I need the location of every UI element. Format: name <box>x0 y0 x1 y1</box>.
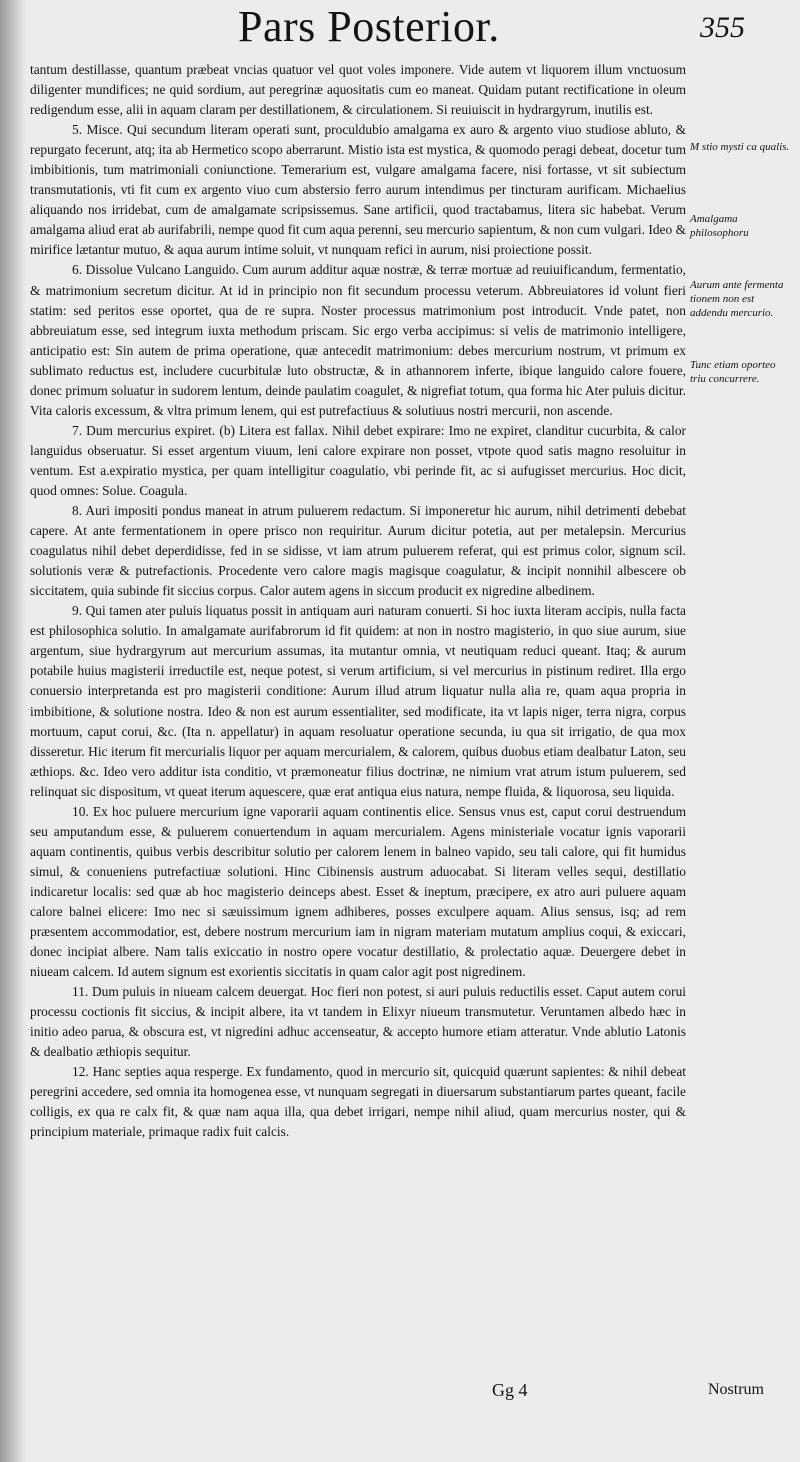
margin-note: M stio mysti ca qualis. <box>690 141 790 153</box>
catchword: Nostrum <box>708 1381 764 1398</box>
main-text <box>30 60 686 1143</box>
page-footer <box>0 1370 800 1410</box>
paragraph-6: 6. Dissolue Vulcano Languido. Cum aurum additur aquæ nostræ, & terræ mortuæ ad reuiuificandum, fermentatio, & matrimonium secretum dicitur. At id in principio non fit secundum processu veterum. Abbreuiatores id volunt fieri statim: sed peritos esse oportet, qua de re supra. Noster processus matrimonium post introducit. Vnde patet, non abbreuiatum esse, sed integrum iuxta methodum priscam. Sic ergo verba accipimus: si velis de matrimonio intelligere, anticipatio est: Sin autem de prima operatione, quæ antecedit matrimonium: debes mercurium nostrum, vt primum ex sublimato reductus est, includere cucurbitulæ luto obstructæ, & in athannorem inferte, ibique languido calore fouere, donec primum soluatur in sudorem lentum, deinde paulatim coagulet, & nigrefiat totum, qua forma hic Ater puluis dicitur. Vita caloris excessum, & vltra primum lenem, qui est putrefactiuus & solutiuus nostri mercurii, non ascende. <box>30 262 686 418</box>
signature-mark: Gg 4 <box>492 1380 528 1400</box>
paragraph-5: 5. Misce. Qui secundum literam operati sunt, proculdubio amalgama ex auro & argento viuo studiose abluto, & repurgato fecerunt, atq; ita ab Hermetico scopo aberrarunt. Mistio ista est mystica, & quomodo peragi debeat, docetur tum imbibitionis, tum matrimoniali coniunctione. Temerarium est, vulgare amalgama facere, nisi fortasse, vt sit subiectum transmutationis, vti fit cum ex argento viuo cum abstersio ferro aurum intendimus per tincturam aurificam. Michaelius aliquando nos irridebat, cum de amalgamate scripsissemus. Sane artificii, quod tractabamus, litera sic habebat. Verum amalgama aliud erat ab aurifabrili, nempe quod fit cum aqua perenni, seu mercurio sapientum, & non cum vulgari. Ideo & mirifice lætantur mutuo, & aqua aurum intime soluit, vt nunquam refici in aurum, nisi proiectione possit. <box>30 122 686 258</box>
margin-note: Tunc etiam oporteo triu concurrere. <box>690 359 776 385</box>
paragraph-12: 12. Hanc septies aqua resperge. Ex fundamento, quod in mercurio sit, quicquid quærunt sapientes: & nihil debeat peregrini accedere, sed omnia ita homogenea esse, vt nunquam segregati in diuersarum substantiarum partes queant, facile colligis, ex qua re calx fit, & quæ nam aqua illa, qua debet irrigari, nempe nihil aliud, quam mercurius noster, qui & principium materiale, primaque radix fuit calcis. <box>30 1064 686 1140</box>
paragraph-7: 7. Dum mercurius expiret. (b) Litera est fallax. Nihil debet expirare: Imo ne expiret, clanditur cucurbita, & calor languidus obseruatur. Si esset argentum viuum, leni calore expirare non posset, vtpote quod satis magno resoluitur in ventum. Est a.expiratio mystica, per quam intelligitur coagulatio, vbi perinde fit, ac si aufugisset mercurius. Hoc dicit, quod omnes: Solue. Coagula. <box>30 422 686 498</box>
margin-note: Amalgama philosophoru <box>690 213 749 239</box>
paragraph-10: 10. Ex hoc puluere mercurium igne vaporarii aquam continentis elice. Sensus vnus est, caput corui destruendum seu amputandum esse, & puluerem conuertendum in aquam mercurialem. Agens ministeriale vocatur ignis vaporarii aquam continentis, quibus verbis describitur solutio per calorem lenem in balneo vapido, seu tali calore, qui fit humidus simul, & conueniens putrefactiuæ solutioni. Hinc Cibinensis austrum aduocabat. Si literam velles sequi, destillatio indicaretur localis: sed quæ ab hoc magisterio deinceps abest. Esset & ineptum, præcipere, ex atro auri puluere aquam calore balnei elicere: Imo nec si sæuissimum ignem adhiberes, posses exculpere aquam. Alius sensus, isq; ad rem præsentem accommodatior, est, debere nostrum mercurium iam in nigram materiam mutatum amplius coqui, & exiccari, donec incipiat albere. Nam talis exiccatio in nostro opere vocatur destillatio, & prolectatio aquæ. Deuergere debet in niueam calcem. Id autem signum est exorientis siccitatis in quam calor agit post nigredinem. <box>30 803 686 980</box>
page-number: 355 <box>700 11 745 44</box>
page-header <box>0 0 800 60</box>
paragraph-11: 11. Dum puluis in niueam calcem deuergat. Hoc fieri non potest, si auri puluis reductilis esset. Caput autem corui processu coctionis fit siccius, & incipit albere, ita vt tandem in Elixyr niueum transmutetur. Veruntamen albedo hæc in initio adeo parua, & obscura est, vt nigredini adhuc accenseatur, & accepto humore etiam atteratur. Vnde ablutio Latonis & dealbatio æthiopis sequitur. <box>30 984 686 1060</box>
running-title: Pars Posterior. <box>238 2 500 51</box>
paragraph-continuation: tantum destillasse, quantum præbeat vncias quatuor vel quot voles imponere. Vide autem vt liquorem illum vnctuosum diligenter mundifices; ne quid sordium, aut peregrinæ aquositatis cum eo maneat. Quidam putant rectificatione in oleum redigendum esse, alii in aquam claram per destillationem, & circulationem. Si reuiuiscit in hydrargyrum, inutilis est. <box>30 62 686 118</box>
paragraph-9: 9. Qui tamen ater puluis liquatus possit in antiquam auri naturam conuerti. Si hoc iuxta literam accipis, nulla facta est philosophica solutio. In amalgamate aurifabrorum id fit quidem: at non in nostro magisterio, in quo siue aurum, siue argentum, siue hydrargyrum aut mercurium assumas, ita mutantur omnia, vt neutiquam reduci queant. Itaq; & aurum potabile huius magisterii irreductile est, neque potest, si verum artificium, si vel mercurius in pistinum rediret. Illa ergo conuersio interpretanda est pro magisterii conditione: Aurum illud atrum liquatur nulla alia re, quam aqua propria in imbibitione, & solutione nostra. Ideo & non est aurum essentialiter, sed modificate, ita vt lapis niger, terra nigra, corpus mortuum, caput corui, &c. (Ita n. appellatur) in aquam resoluatur operatione secunda, iu qua sit irrigatio, de qua mox disseretur. Hic iterum fit mercurialis liquor per aquam mercurialem, & calorem, quibus duobus etiam dealbatur Laton, seu æthiops. &c. Ideo vero additur ista conditio, vt præmoneatur filius doctrinæ, ne nimium vrat atrum istum puluerem, sed relinquat sic dispositum, vt queat iterum aquescere, quæ erat antiqua eius natura, nempe fluida, & liquorosa, seu liquida. <box>30 603 686 799</box>
margin-note: Aurum ante fermenta tionem non est addendu mercurio. <box>690 279 784 319</box>
paragraph-8: 8. Auri impositi pondus maneat in atrum puluerem redactum. Si imponeretur hic aurum, nihil detrimenti debebat capere. At ante fermentationem in opere prisco non requiritur. Aurum dicitur potetia, aut per metalepsin. Mercurius coagulatus nihil debet deperdidisse, fed in se sidisse, vt iam atrum puluerem referat, qui est primus color, signum scil. solutionis veræ & putrefactionis. Procedente vero calore magis magisque coagulatur, & incipit nonnihil albescere ob siccitatem, quia subinde fit siccius corpus. Calor autem agens in siccum producit ex nigredine albedinem. <box>30 503 686 599</box>
